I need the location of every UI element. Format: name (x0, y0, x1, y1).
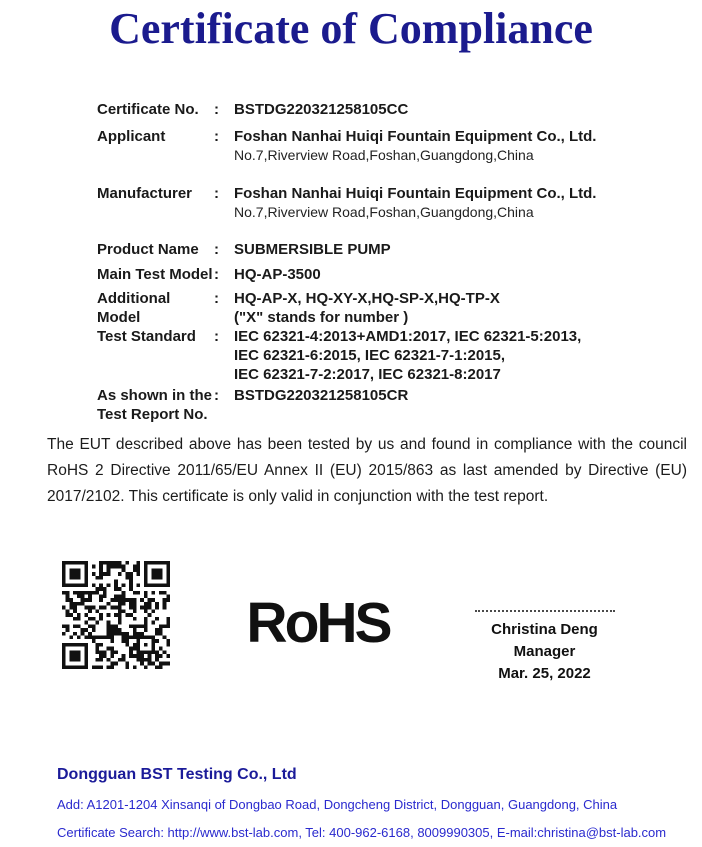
detail-value: HQ-AP-3500 (234, 266, 321, 283)
detail-value (234, 289, 672, 327)
detail-colon: : (214, 387, 219, 404)
detail-label: Certificate No. (97, 101, 199, 118)
detail-colon: : (214, 241, 219, 258)
detail-colon: : (214, 185, 219, 202)
detail-value (234, 184, 672, 222)
signatory-name: Christina Deng (491, 621, 598, 638)
detail-label: Additional Model (97, 290, 171, 326)
footer-address: Add: A1201-1204 Xinsanqi of Dongbao Road, Dongcheng District, Dongguan, Guangdong, China (57, 797, 618, 812)
test-standard-line1: IEC 62321-4:2013+AMD1:2017, IEC 62321-5:2013, (234, 328, 582, 345)
detail-value: BSTDG220321258105CC (234, 101, 409, 118)
detail-label: Applicant (97, 128, 166, 145)
applicant-address: No.7,Riverview Road,Foshan,Guangdong,China (234, 147, 534, 163)
detail-label: Manufacturer (97, 185, 193, 202)
detail-colon: : (214, 128, 219, 145)
qr-code-icon (62, 561, 170, 669)
test-report-label-line2: Test Report No. (97, 406, 208, 423)
signature-dotted-line (475, 610, 615, 612)
certificate-details (97, 100, 672, 424)
compliance-statement: The EUT described above has been tested by us and found in compliance with the council RoHS 2 Directive 2011/65/EU Annex II (EU) 2015/863 as last amended by Directive (EU) 2017/2102. This certificate is only valid in conjunction with the test report. (47, 436, 687, 505)
footer-search-info: Certificate Search: http://www.bst-lab.com, Tel: 400-962-6168, 8009990305, E-mail:christina@bst-lab.com (57, 825, 667, 840)
signature-block (452, 610, 637, 685)
test-standard-line3: IEC 62321-7-2:2017, IEC 62321-8:2017 (234, 366, 501, 383)
test-report-label-line1: As shown in the (97, 387, 213, 404)
detail-row-certificate-no (97, 100, 672, 119)
detail-row-test-report-no (97, 386, 672, 424)
test-standard-line2: IEC 62321-6:2015, IEC 62321-7-1:2015, (234, 347, 506, 364)
detail-row-manufacturer (97, 184, 672, 222)
manufacturer-address: No.7,Riverview Road,Foshan,Guangdong,China (234, 204, 534, 220)
detail-label: Main Test Model (97, 266, 213, 283)
signature-date: Mar. 25, 2022 (498, 665, 591, 682)
manufacturer-name: Foshan Nanhai Huiqi Fountain Equipment Co., Ltd. (234, 185, 597, 202)
detail-colon: : (214, 290, 219, 307)
detail-label (97, 386, 214, 424)
detail-colon: : (214, 101, 219, 118)
rohs-logo: RoHS (246, 591, 390, 655)
detail-row-main-test-model (97, 265, 672, 284)
detail-row-product-name (97, 240, 672, 259)
detail-value: BSTDG220321258105CR (234, 387, 409, 404)
detail-value (234, 127, 672, 165)
detail-row-applicant (97, 127, 672, 165)
additional-model-line1: HQ-AP-X, HQ-XY-X,HQ-SP-X,HQ-TP-X (234, 290, 500, 307)
detail-label: Test Standard (97, 328, 196, 345)
detail-value: SUBMERSIBLE PUMP (234, 241, 391, 258)
detail-colon: : (214, 328, 219, 345)
signatory-title: Manager (513, 643, 576, 660)
applicant-name: Foshan Nanhai Huiqi Fountain Equipment Co., Ltd. (234, 128, 597, 145)
detail-label: Product Name (97, 241, 199, 258)
certificate-title: Certificate of Compliance (109, 4, 593, 53)
detail-value (234, 327, 672, 384)
detail-colon: : (214, 266, 219, 283)
footer-company-name: Dongguan BST Testing Co., Ltd (57, 766, 297, 783)
detail-row-additional-model (97, 289, 672, 327)
footer (57, 766, 682, 847)
additional-model-line2: ("X" stands for number ) (234, 309, 409, 326)
detail-row-test-standard (97, 327, 672, 384)
